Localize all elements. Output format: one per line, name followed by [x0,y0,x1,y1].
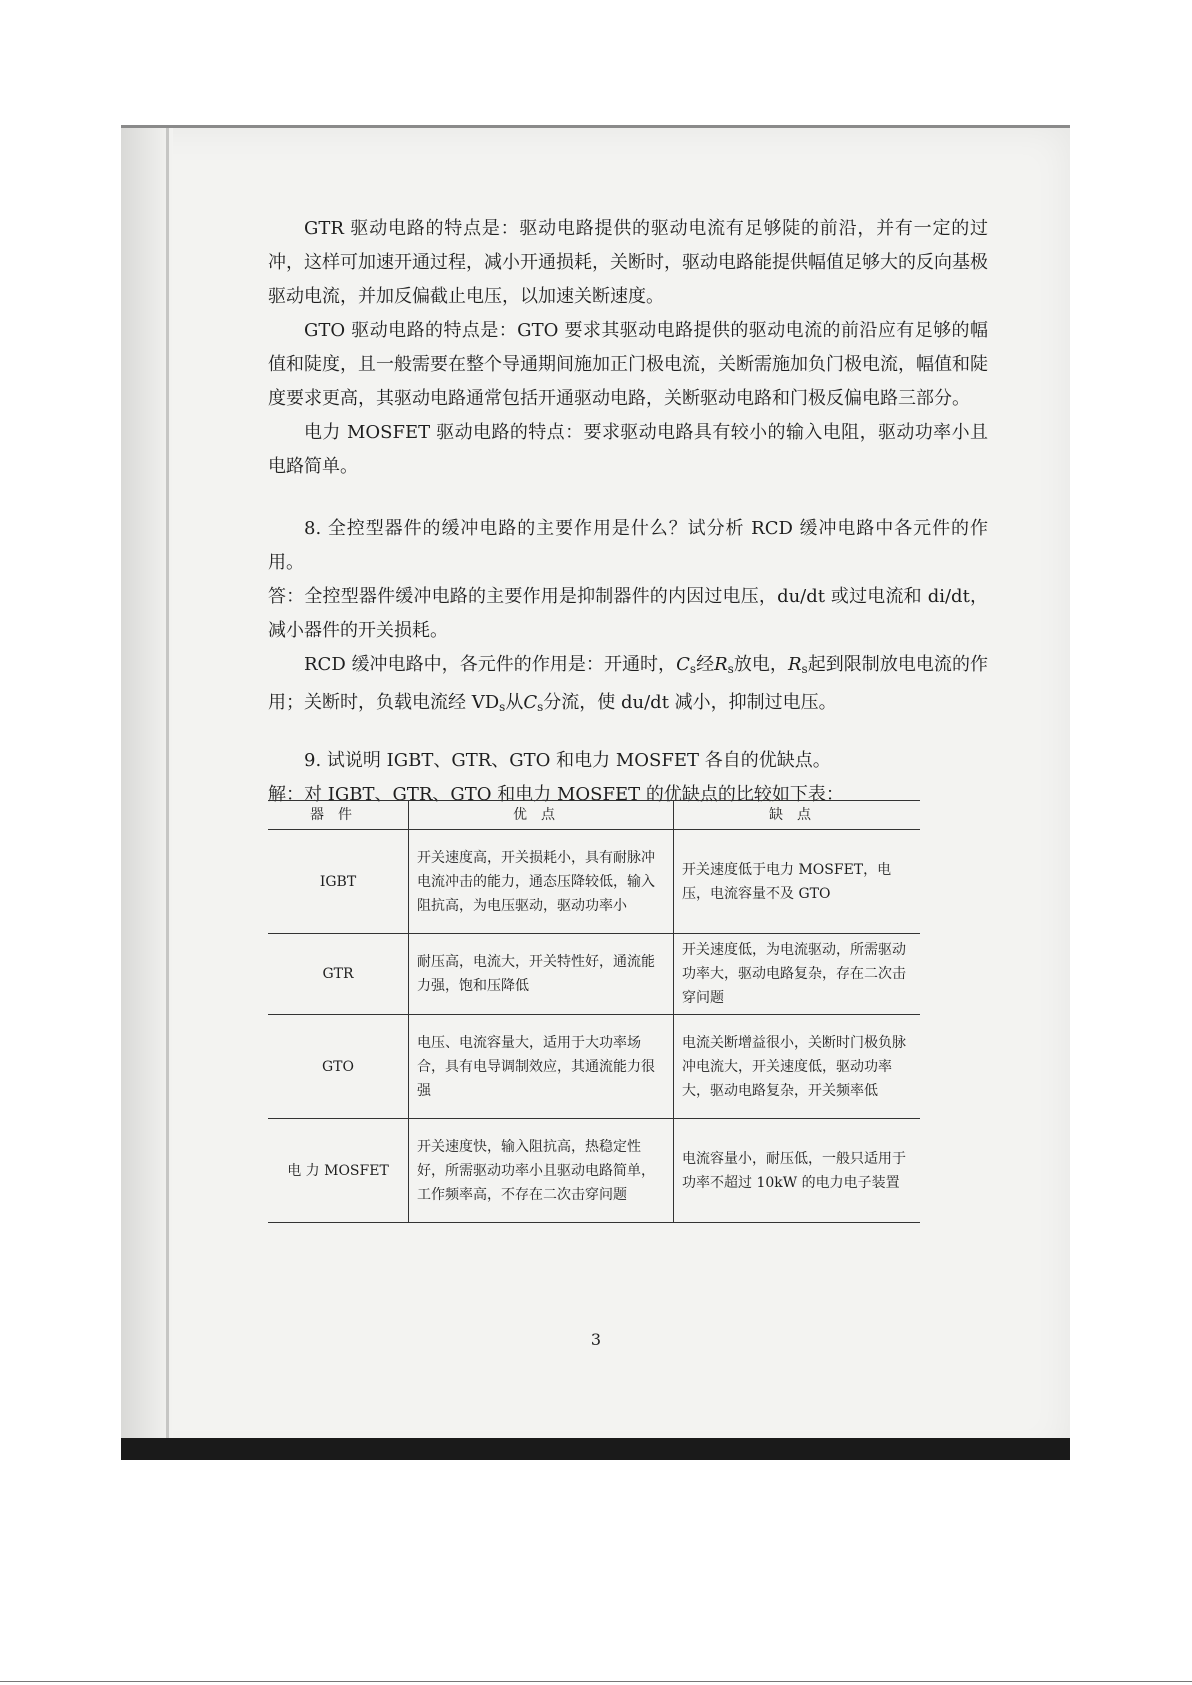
device-cell: IGBT [268,830,409,934]
body-text [268,212,988,812]
bottom-divider [0,1681,1192,1682]
question-9: 9. 试说明 IGBT、GTR、GTO 和电力 MOSFET 各自的优缺点。 [304,750,831,771]
comparison-table [268,800,920,1223]
rcd-analysis: RCD 缓冲电路中，各元件的作用是：开通时，$C_s$经$R_s$放电，$R_s$起到限制放电电流的作用；关断时，负载电流经 $VD_s$从$C_s$分流，使 du/dt 减小，抑制过电压。 [268,654,988,714]
table-row [268,1119,920,1223]
pros-cell: 开关速度高，开关损耗小，具有耐脉冲电流冲击的能力，通态压降较低，输入阻抗高，为电压驱动，驱动功率小 [409,830,674,934]
device-cell: GTR [268,934,409,1015]
device-cell: 电 力 MOSFET [268,1119,409,1223]
header-pros: 优点 [409,801,674,830]
cons-cell: 开关速度低于电力 MOSFET，电压，电流容量不及 GTO [674,830,921,934]
pros-cell: 开关速度快，输入阻抗高，热稳定性好，所需驱动功率小且驱动电路简单，工作频率高，不存在二次击穿问题 [409,1119,674,1223]
cons-cell: 电流关断增益很小，关断时门极负脉冲电流大，开关速度低，驱动功率大，驱动电路复杂，开关频率低 [674,1015,921,1119]
pros-cell: 电压、电流容量大，适用于大功率场合，具有电导调制效应，其通流能力很强 [409,1015,674,1119]
page-number: 3 [590,1330,602,1349]
paragraph-mosfet-drive: 电力 MOSFET 驱动电路的特点：要求驱动电路具有较小的输入电阻，驱动功率小且电路简单。 [268,422,988,477]
pros-cell: 耐压高，电流大，开关特性好，通流能力强，饱和压降低 [409,934,674,1015]
table-row [268,1015,920,1119]
header-device: 器件 [268,801,409,830]
paragraph-gtr-drive: GTR 驱动电路的特点是：驱动电路提供的驱动电流有足够陡的前沿，并有一定的过冲，这样可加速开通过程，减小开通损耗，关断时，驱动电路能提供幅值足够大的反向基极驱动电流，并加反偏截止电压，以加速关断速度。 [268,218,988,307]
table-row [268,934,920,1015]
cons-cell: 电流容量小，耐压低，一般只适用于功率不超过 10kW 的电力电子装置 [674,1119,921,1223]
page-fold-line [166,125,169,1460]
header-cons: 缺点 [674,801,921,830]
cons-cell: 开关速度低，为电流驱动，所需驱动功率大，驱动电路复杂，存在二次击穿问题 [674,934,921,1015]
paragraph-gto-drive: GTO 驱动电路的特点是：GTO 要求其驱动电路提供的驱动电流的前沿应有足够的幅值和陡度，且一般需要在整个导通期间施加正门极电流，关断需施加负门极电流，幅值和陡度要求更高，其驱动电路通常包括开通驱动电路，关断驱动电路和门极反偏电路三部分。 [268,320,988,409]
device-cell: GTO [268,1015,409,1119]
table-row [268,830,920,934]
answer-9-intro: 解：对 IGBT、GTR、GTO 和电力 MOSFET 的优缺点的比较如下表： [268,784,844,805]
scan-bottom-border [121,1438,1070,1460]
table-header-row [268,801,920,830]
page-top-edge [121,125,1070,128]
answer-8: 答：全控型器件缓冲电路的主要作用是抑制器件的内因过电压，du/dt 或过电流和 di/dt，减小器件的开关损耗。 [268,586,988,641]
question-8: 8. 全控型器件的缓冲电路的主要作用是什么？试分析 RCD 缓冲电路中各元件的作用。 [268,518,988,573]
